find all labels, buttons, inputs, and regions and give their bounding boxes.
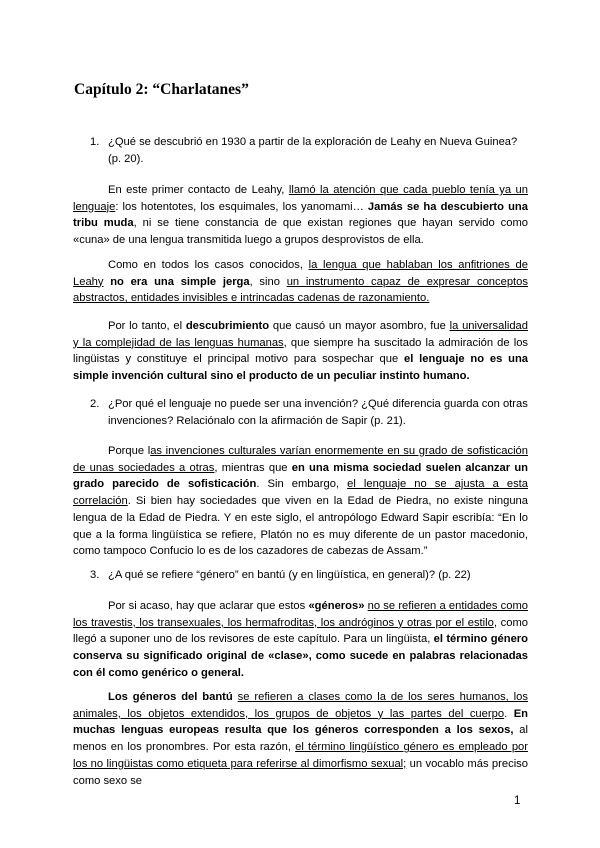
- text-span: Como en todos los casos conocidos,: [108, 259, 309, 271]
- answer-3-paragraph: [73, 598, 528, 682]
- underlined-text: el lenguaje no se ajusta a esta correlación: [73, 478, 528, 508]
- text-span: Por lo tanto, el: [108, 320, 186, 332]
- question-number: 3.: [90, 569, 100, 581]
- text-span: que causó un mayor asombro, fue: [269, 320, 450, 332]
- bold-text: el término género conserva su significado original de «clase», como sucede en palabras relacionadas con él como genérico o general.: [73, 633, 528, 679]
- text-span: , ni se tiene constancia de que existan regiones que hayan servido como «cuna» de una lengua transmitida luego a grupos desprovistos de ella.: [73, 217, 528, 247]
- underlined-text: no se refieren a entidades como los travestis, los transexuales, los hermafroditas, los andróginos y otras por el estilo: [73, 600, 528, 629]
- text-span: , como llegó a suponer uno de los revisores de este capítulo. Para un lingüista,: [73, 616, 528, 646]
- underlined-text: as invenciones culturales varían enormemente en su grado de sofisticación de unas sociedades a otras: [73, 445, 528, 474]
- text-span: : los hotentotes, los esquimales, los yanomami…: [115, 200, 368, 213]
- bold-text: Los géneros del bantú: [108, 691, 233, 703]
- question-number: 1.: [90, 136, 100, 148]
- answer-2-paragraph: [73, 443, 528, 560]
- question-3: [90, 567, 528, 584]
- chapter-title: Capítulo 2: “Charlatanes”: [74, 81, 249, 98]
- bold-text: descubrimiento: [185, 320, 270, 332]
- bold-text: «géneros»: [308, 600, 365, 612]
- text-span: En este primer contacto de Leahy,: [108, 184, 289, 196]
- bold-text: no era una simple jerga: [110, 275, 250, 288]
- text-span: , sino: [249, 275, 287, 288]
- bold-text: en una misma sociedad suelen alcanzar un grado parecido de sofisticación: [73, 461, 528, 491]
- answer-3-paragraph-2: [73, 689, 528, 789]
- text-span: un vocablo más preciso como sexo se: [73, 757, 528, 787]
- question-2: [90, 396, 528, 429]
- text-span: , que siempre ha suscitado la admiración de los lingüistas y constituye el principal motivo para sospechar que: [73, 336, 529, 366]
- text-span: .: [504, 707, 514, 720]
- underlined-text: se refieren a clases como la de los seres humanos, los animales, los objetos extendidos, los grupos de objetos y las partes del cuerpo: [73, 691, 528, 720]
- underlined-text: un instrumento capaz de expresar conceptos abstractos, entidades invisibles e intrincadas cadenas de razonamiento.: [73, 275, 528, 305]
- answer-1-paragraph-3: [73, 318, 528, 385]
- question-text: ¿Qué se descubrió en 1930 a partir de la exploración de Leahy en Nueva Guinea? (p. 20).: [108, 136, 518, 165]
- underlined-text: el término lingüístico género es empleado por los no lingüistas como etiqueta para referirse al dimorfismo sexual;: [73, 741, 528, 770]
- underlined-text: llamó la atención que cada pueblo tenía ya un lenguaje: [73, 184, 528, 213]
- bold-text: el lenguaje no es una simple invención cultural sino el producto de un peculiar instinto humano.: [73, 353, 528, 383]
- text-span: . Sin embargo,: [256, 478, 348, 491]
- page-number: 1: [514, 795, 521, 807]
- answer-1-paragraph: [73, 182, 528, 249]
- question-1: [90, 134, 528, 167]
- text-span: Porque l: [108, 445, 151, 457]
- bold-text: Jamás se ha descubierto una tribu muda: [73, 200, 528, 230]
- text-span: al menos en los pronombres. Por esta razón,: [73, 724, 528, 754]
- text-span: . Si bien hay sociedades que viven en la Edad de Piedra, no existe ninguna lengua de la Edad de Piedra. Y en este siglo, el antropólogo Edward Sapir escribía: “En lo que a la forma lingüística se refiere, Platón no es muy diferente de un pastor macedonio, como tampoco Confucio lo es de los cazadores de cabezas de Assam.”: [73, 495, 528, 558]
- question-text: ¿A qué se refiere “género” en bantú (y en lingüística, en general)? (p. 22): [108, 569, 471, 581]
- question-number: 2.: [90, 398, 100, 410]
- answer-1-paragraph-2: [73, 257, 528, 307]
- text-span: , mientras que: [214, 461, 292, 474]
- underlined-text: la lengua que hablaban los anfitriones de Leahy: [73, 259, 528, 288]
- underlined-text: la universalidad y la complejidad de las lenguas humanas: [73, 320, 528, 349]
- question-text: ¿Por qué el lenguaje no puede ser una invención? ¿Qué diferencia guarda con otras invenciones? Relaciónalo con la afirmación de Sapir (p. 21).: [108, 398, 528, 427]
- bold-text: En muchas lenguas europeas resulta que los géneros corresponden a los sexos,: [73, 707, 529, 737]
- text-span: Por si acaso, hay que aclarar que estos: [108, 600, 309, 612]
